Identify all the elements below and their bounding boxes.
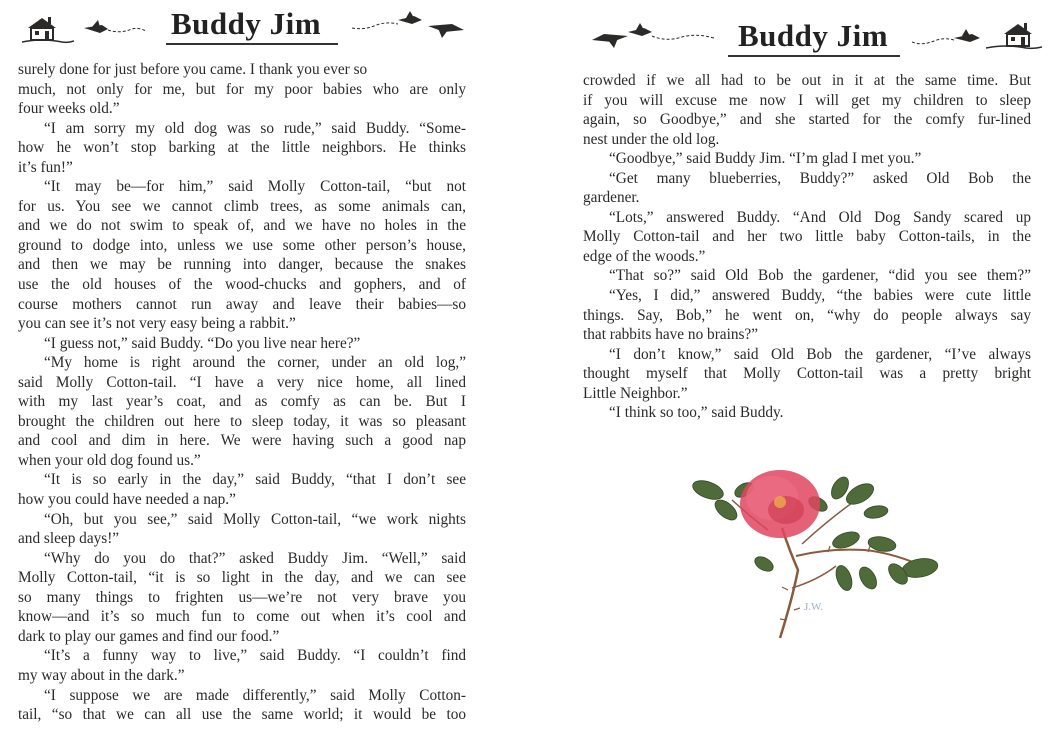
text-line: “That so?” said Old Bob the gardener, “did you see them?”: [609, 267, 1031, 285]
text-line: crowded if we all had to be out in it at the same time. But: [583, 72, 1031, 89]
text-line: much, not only for me, but for my poor babies who are only: [18, 80, 466, 98]
text-line: “It is so early in the day,” said Buddy, “that I don’t see: [44, 471, 466, 489]
left-page-text: [18, 60, 466, 725]
text-line: that rabbits have no brains?”: [583, 326, 759, 344]
right-page-header: [582, 18, 1044, 62]
text-line: “Oh, but you see,” said Molly Cotton-tail, “we work nights: [44, 510, 466, 528]
text-line: how he won’t stop barking at the little neighbors. He thinks: [18, 139, 466, 157]
text-line: again, so Goodbye,” and she started for the comfy fur-lined: [583, 111, 1031, 129]
text-line: “Get many blueberries, Buddy?” asked Old Bob the: [609, 169, 1031, 187]
text-line: when your old dog found us.”: [18, 451, 201, 469]
right-page-text: [583, 71, 1031, 423]
text-line: and sleep days!”: [18, 530, 120, 548]
text-line: said Molly Cotton-tail. “I have a very nice home, all lined: [18, 373, 466, 391]
text-line: for us. You see we cannot climb trees, as some animals can,: [18, 197, 466, 215]
text-line: it’s fun!”: [18, 158, 73, 176]
wild-rose-illustration: [668, 460, 948, 650]
text-line: “Goodbye,” said Buddy Jim. “I’m glad I met you.”: [609, 150, 922, 168]
text-line: Molly Cotton-tail, “it is so light in the day, and we can see: [18, 569, 466, 587]
text-line: thought myself that Molly Cotton-tail was a pretty bright: [583, 365, 1031, 383]
text-line: “Why do you do that?” asked Buddy Jim. “Well,” said: [44, 549, 466, 567]
text-line: Molly Cotton-tail and her two little baby Cotton-tails, in the: [583, 228, 1031, 246]
text-line: edge of the woods.”: [583, 247, 706, 265]
text-line: four weeks old.”: [18, 100, 120, 118]
left-page-header: [16, 6, 476, 50]
text-line: “Lots,” answered Buddy. “And Old Dog Sandy scared up: [609, 208, 1031, 226]
house-ornament-icon: [986, 20, 1042, 54]
text-line: nest under the old log.: [583, 130, 720, 148]
text-line: surely done for just before you came. I thank you ever so: [18, 61, 368, 78]
text-line: “Yes, I did,” answered Buddy, “the babies were cute little: [609, 287, 1031, 305]
text-line: my way about in the dark.”: [18, 666, 185, 684]
text-line: gardener.: [583, 189, 640, 207]
bird-ornament-icon: [912, 28, 982, 50]
text-line: ground to dodge into, unless we use some other person’s house,: [18, 236, 466, 254]
text-line: and we do not swim to speak of, and we have no holes in the: [18, 217, 466, 235]
text-line: use the old houses of the wood-chucks and gophers, and of: [18, 276, 466, 294]
text-line: “I suppose we are made differently,” said Molly Cotton-: [44, 686, 466, 704]
text-line: “I don’t know,” said Old Bob the gardener, “I’ve always: [609, 345, 1031, 363]
illustration-signature: J.W.: [804, 601, 824, 613]
bird-ornament-icon: [424, 18, 474, 40]
text-line: “It may be—for him,” said Molly Cotton-tail, “but not: [44, 178, 466, 196]
text-line: how you could have needed a nap.”: [18, 491, 236, 509]
text-line: Little Neighbor.”: [583, 384, 688, 402]
text-line: tail, “so that we can all use the same world; it would be too: [18, 706, 466, 724]
text-line: course mothers cannot run away and leave their babies—so: [18, 295, 466, 313]
text-line: “My home is right around the corner, under an old log,”: [44, 354, 466, 372]
text-line: know—and it’s so much fun to come out when it’s cool and: [18, 608, 466, 626]
page-title: Buddy Jim: [170, 6, 322, 41]
text-line: dark to play our games and find our food.”: [18, 627, 280, 645]
text-line: “I am sorry my old dog was so rude,” said Buddy. “Some-: [44, 119, 466, 137]
text-line: “I guess not,” said Buddy. “Do you live near here?”: [44, 334, 361, 352]
page-title: Buddy Jim: [737, 18, 889, 53]
title-underline: [166, 43, 338, 45]
left-page: [0, 0, 524, 735]
bird-ornament-icon: [352, 10, 424, 34]
text-line: you can see it’s not very easy being a rabbit.”: [18, 315, 296, 333]
text-line: and cool and dim in here. We were having such a good nap: [18, 432, 466, 450]
text-line: if you will excuse me now I will get my children to sleep: [583, 91, 1031, 109]
text-line: with my last year’s coat, and as comfy as can be. But I: [18, 393, 466, 411]
right-page: [524, 0, 1049, 735]
text-line: so many things to frighten us—we’re not very brave you: [18, 588, 466, 606]
text-line: things. Say, Bob,” he went on, “why do people always say: [583, 306, 1031, 324]
text-line: “It’s a funny way to live,” said Buddy. “I couldn’t find: [44, 647, 466, 665]
text-line: and then we may be running into danger, because the snakes: [18, 256, 466, 274]
title-underline: [728, 55, 900, 57]
text-line: brought the children out here to sleep today, it was so pleasant: [18, 412, 466, 430]
text-line: “I think so too,” said Buddy.: [609, 404, 784, 422]
